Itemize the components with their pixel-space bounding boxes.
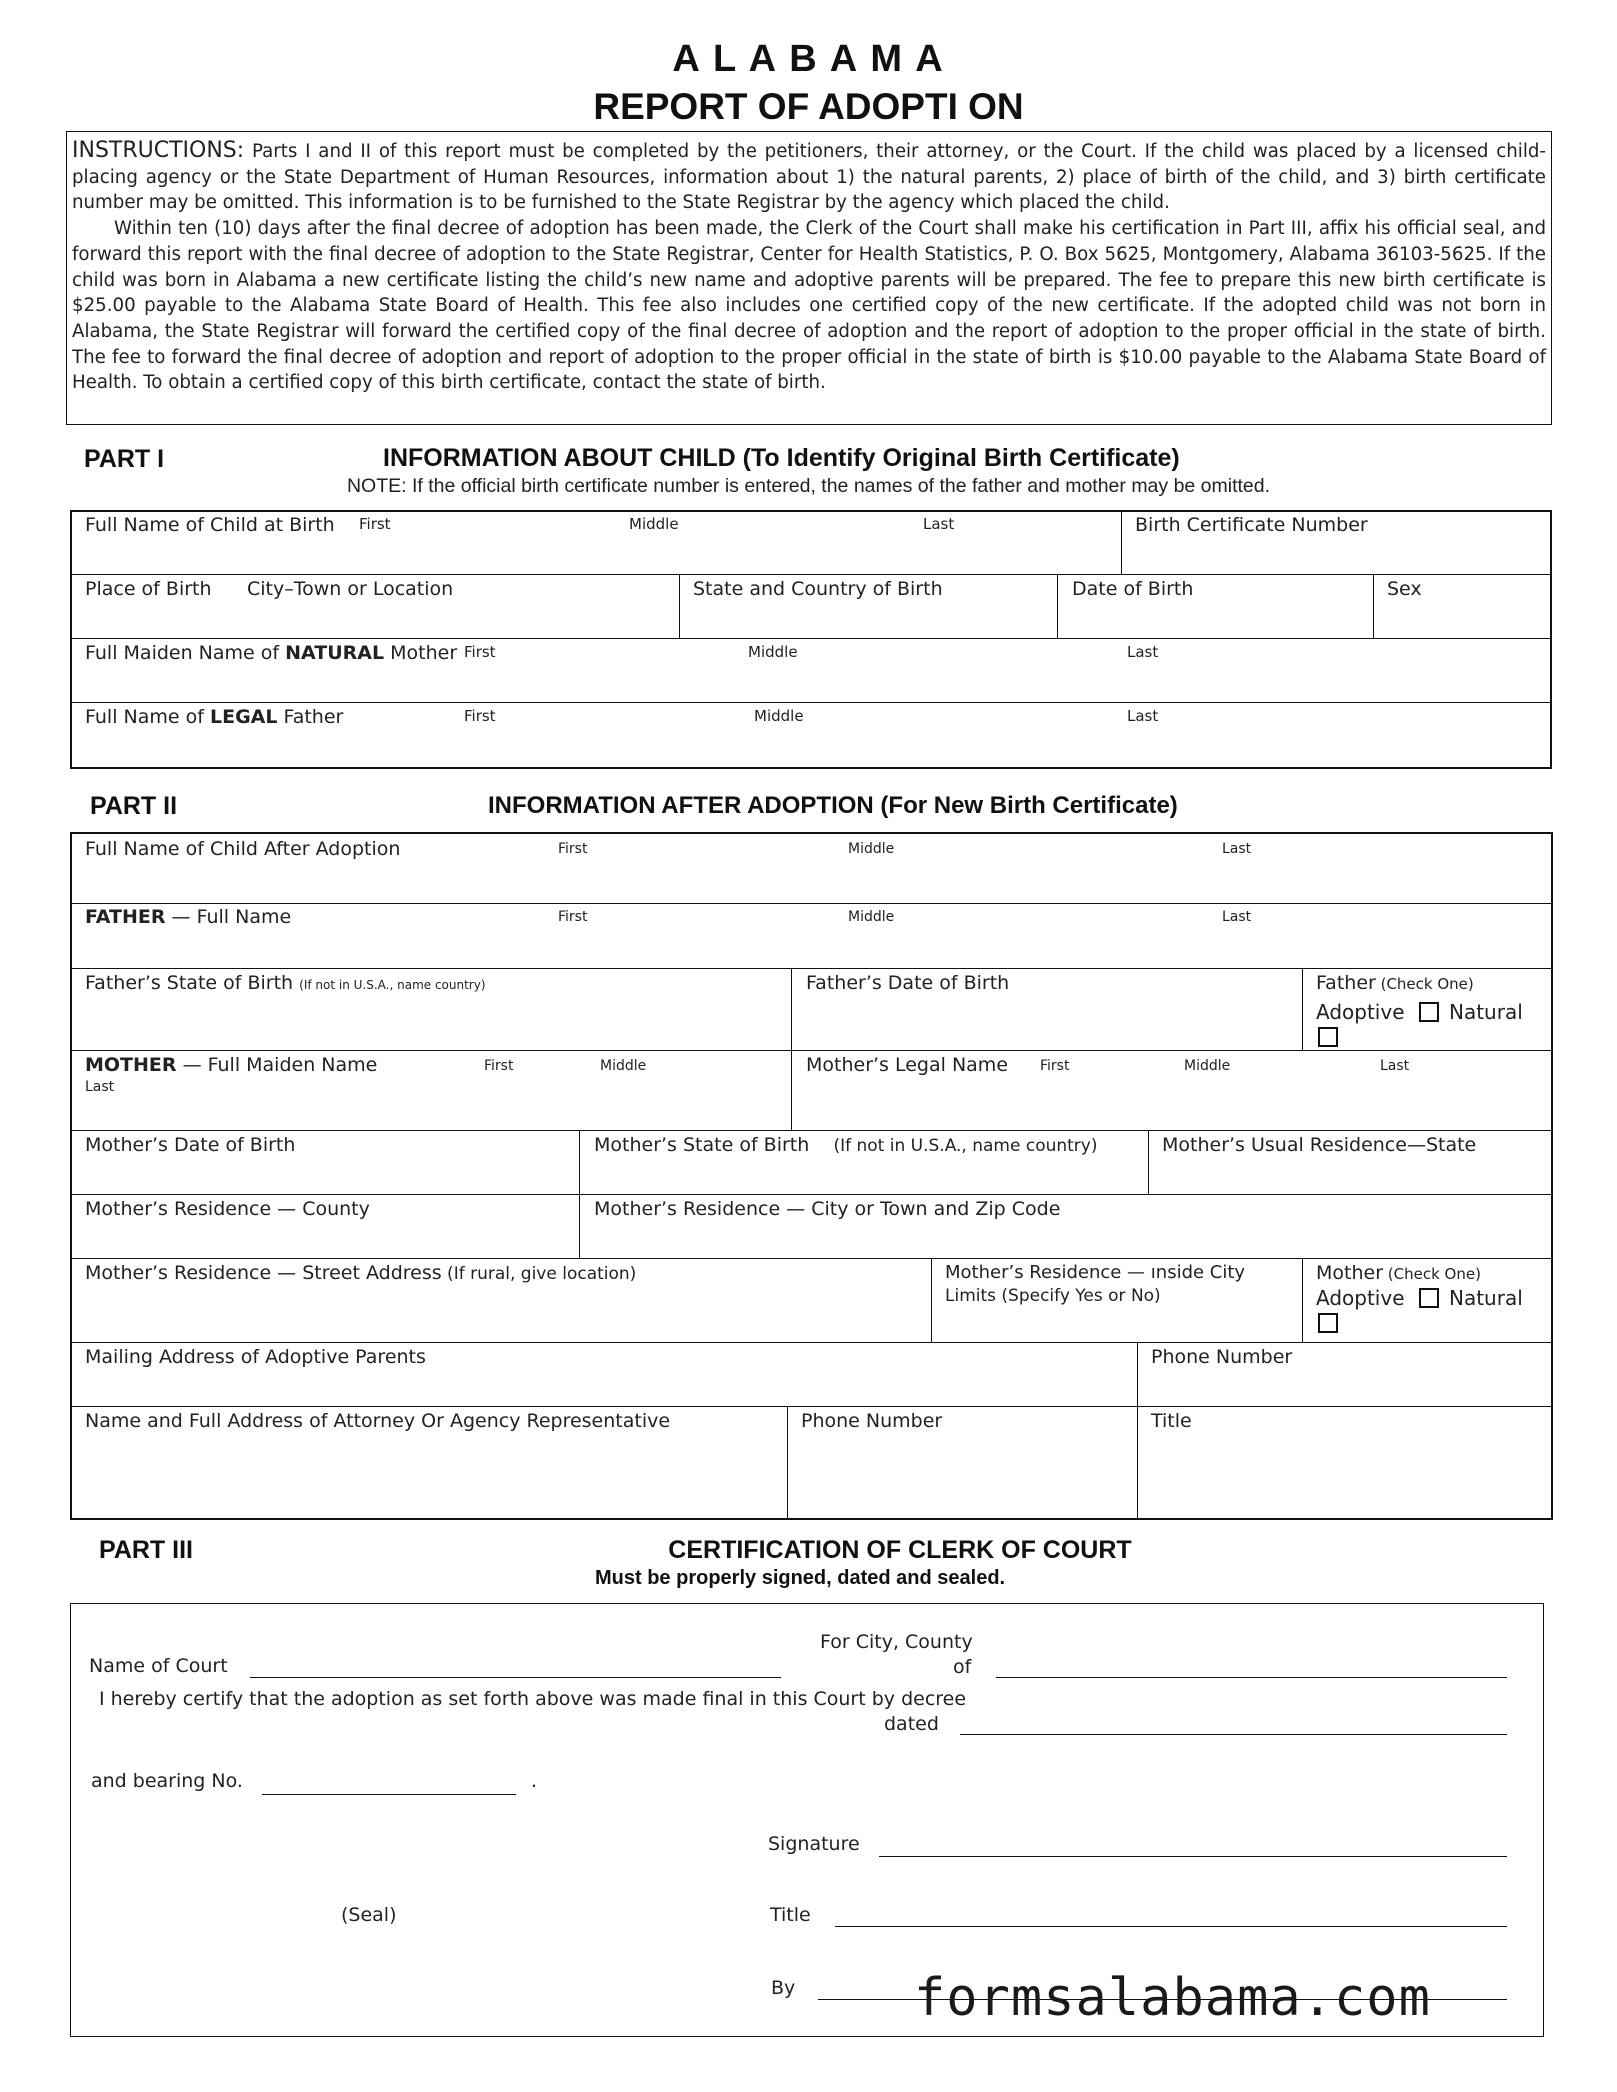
father-last-label: Last [1127,707,1159,725]
legal-father-label: Full Name of LEGAL Father [85,706,344,728]
father-middle-label: Middle [754,707,804,725]
mother-last-label: Last [1127,643,1159,661]
father-after-middle-label: Middle [848,909,895,925]
mother-residence-city-label: Mother’s Residence — City or Town and Zip Code [594,1198,1061,1220]
father-full-name-label: FATHER — Full Name [85,906,292,928]
mother-maiden-first-label: First [484,1058,514,1074]
clerk-title-label: Title [770,1904,811,1926]
father-after-first-label: First [558,909,588,925]
father-natural-label: Natural [1449,1000,1523,1024]
mother-street-address-label: Mother’s Residence — Street Address (If rural, give location) [85,1262,637,1284]
for-city-county-label: For City, County [820,1631,973,1653]
part3-subheading: Must be properly signed, dated and sealed. [595,1567,1006,1589]
sex-label: Sex [1387,578,1422,600]
mother-maiden-name-label: MOTHER — Full Maiden Name [85,1054,378,1076]
part1-label: PART I [84,445,165,473]
name-of-court-line[interactable] [250,1677,781,1678]
child-after-last-label: Last [1222,841,1252,857]
attorney-address-label: Name and Full Address of Attorney Or Agency Representative [85,1410,671,1432]
signature-line[interactable] [879,1856,1507,1857]
father-check-one-label: Father (Check One) [1316,972,1474,994]
mother-check-one-label: Mother (Check One) [1316,1262,1481,1284]
father-natural-checkbox[interactable] [1419,1002,1439,1022]
mother-usual-residence-label: Mother’s Usual Residence—State [1162,1134,1477,1156]
watermark-text: formsalabama.com [914,1968,1431,2028]
bearing-number-label: and bearing No. [91,1770,243,1792]
mother-natural-label: Natural [1449,1286,1523,1310]
mother-first-label: First [464,643,496,661]
mother-middle-label: Middle [748,643,798,661]
father-adoptive-label: Adoptive [1316,1000,1405,1024]
inside-city-limits-label-2: Limits (Specify Yes or No) [945,1286,1161,1306]
city-county-line[interactable] [996,1677,1507,1678]
seal-label: (Seal) [341,1904,397,1926]
by-label: By [771,1977,796,1999]
part2-heading: INFORMATION AFTER ADOPTION (For New Birth Certificate) [488,792,1178,819]
part1-table [70,510,1552,769]
birth-certificate-number-label: Birth Certificate Number [1135,514,1368,536]
for-city-of-label: of [953,1656,972,1678]
father-after-last-label: Last [1222,909,1252,925]
form-title: REPORT OF ADOPTI ON [593,86,1024,127]
state-heading: A L A B A M A [672,38,945,80]
attorney-phone-label: Phone Number [801,1410,943,1432]
part1-note: NOTE: If the official birth certificate number is entered, the names of the father and mother may be omitted. [346,475,1271,497]
part3-label: PART III [99,1536,193,1564]
place-of-birth-label: Place of Birth [85,578,212,600]
father-adoptive-checkbox[interactable] [1318,1027,1338,1047]
inside-city-limits-label-1: Mother’s Residence — ınside City [945,1262,1246,1283]
bearing-number-line[interactable] [262,1794,516,1795]
name-of-court-label: Name of Court [89,1655,228,1677]
child-after-first-label: First [558,841,588,857]
instructions-box [66,131,1552,425]
mother-legal-name-label: Mother’s Legal Name [806,1054,1009,1076]
child-birth-first-label: First [359,515,391,533]
instructions-paragraph-2: Within ten (10) days after the final decree of adoption has been made, the Clerk of the Court shall make his certification in Part III, affix his official seal, and forward this report with the final decree of adoption to the State Registrar, Center for Health Statistics, P. O. Box 5625, Montgomery, Alabama 36103-5625. If the child was born in Alabama a new certificate listing the child’s new name and adoptive parents will be prepared. The fee to prepare this new birth certificate is $25.00 payable to the Alabama State Board of Health. This fee also includes one certified copy of the new certificate. If the adopted child was not born in Alabama, the State Registrar will forward the certified copy of the final decree of adoption and the report of adoption to the proper official in the state of birth. The fee to forward the final decree of adoption and report of adoption to the proper official in the state of birth is $10.00 payable to the Alabama State Board of Health. To obtain a certified copy of this birth certificate, contact the state of birth. [72,218,1546,394]
dated-line[interactable] [960,1734,1507,1735]
child-after-middle-label: Middle [848,841,895,857]
instructions-paragraph-1: Parts I and II of this report must be completed by the petitioners, their attorney, or the Court. If the child was placed by a licensed child-placing agency or the State Department of Human Resources, information about 1) the natural parents, 2) place of birth of the child, and 3) birth certificate number may be omitted. This information is to be furnished to the State Registrar by the agency which placed the child. [72,141,1546,214]
signature-label: Signature [768,1833,860,1855]
father-state-of-birth-label: Father’s State of Birth (If not in U.S.A., name country) [85,972,486,994]
child-after-adoption-label: Full Name of Child After Adoption [85,838,401,860]
father-date-of-birth-label: Father’s Date of Birth [806,972,1010,994]
mother-legal-last-label: Last [1380,1058,1410,1074]
bearing-period: . [531,1770,538,1792]
city-town-label: City–Town or Location [247,578,454,600]
mother-natural-checkbox[interactable] [1419,1288,1439,1308]
mother-adoptive-checkbox[interactable] [1318,1313,1338,1333]
child-birth-last-label: Last [923,515,955,533]
part1-heading: INFORMATION ABOUT CHILD (To Identify Original Birth Certificate) [383,444,1180,472]
clerk-title-line[interactable] [835,1926,1507,1927]
instructions-lead: INSTRUCTIONS: [72,138,245,163]
state-country-birth-label: State and Country of Birth [693,578,943,600]
child-birth-middle-label: Middle [629,515,679,533]
natural-mother-label: Full Maiden Name of NATURAL Mother [85,642,458,664]
mother-adoptive-label: Adoptive [1316,1286,1405,1310]
mother-residence-county-label: Mother’s Residence — County [85,1198,370,1220]
mother-maiden-last-label: Last [85,1079,115,1095]
mother-legal-middle-label: Middle [1184,1058,1231,1074]
certify-statement: I hereby certify that the adoption as set forth above was made final in this Court by decree [99,1688,967,1710]
mother-maiden-middle-label: Middle [600,1058,647,1074]
attorney-title-label: Title [1151,1410,1192,1432]
dated-label: dated [884,1713,939,1735]
mother-date-of-birth-label: Mother’s Date of Birth [85,1134,296,1156]
mailing-address-label: Mailing Address of Adoptive Parents [85,1346,426,1368]
father-first-label: First [464,707,496,725]
mother-legal-first-label: First [1040,1058,1070,1074]
part3-heading: CERTIFICATION OF CLERK OF COURT [668,1536,1132,1564]
mother-state-of-birth-label: Mother’s State of Birth (If not in U.S.A., name country) [594,1134,1098,1156]
part2-label: PART II [90,792,178,820]
child-birth-name-label: Full Name of Child at Birth [85,514,335,536]
parents-phone-label: Phone Number [1151,1346,1293,1368]
date-of-birth-label: Date of Birth [1072,578,1194,600]
